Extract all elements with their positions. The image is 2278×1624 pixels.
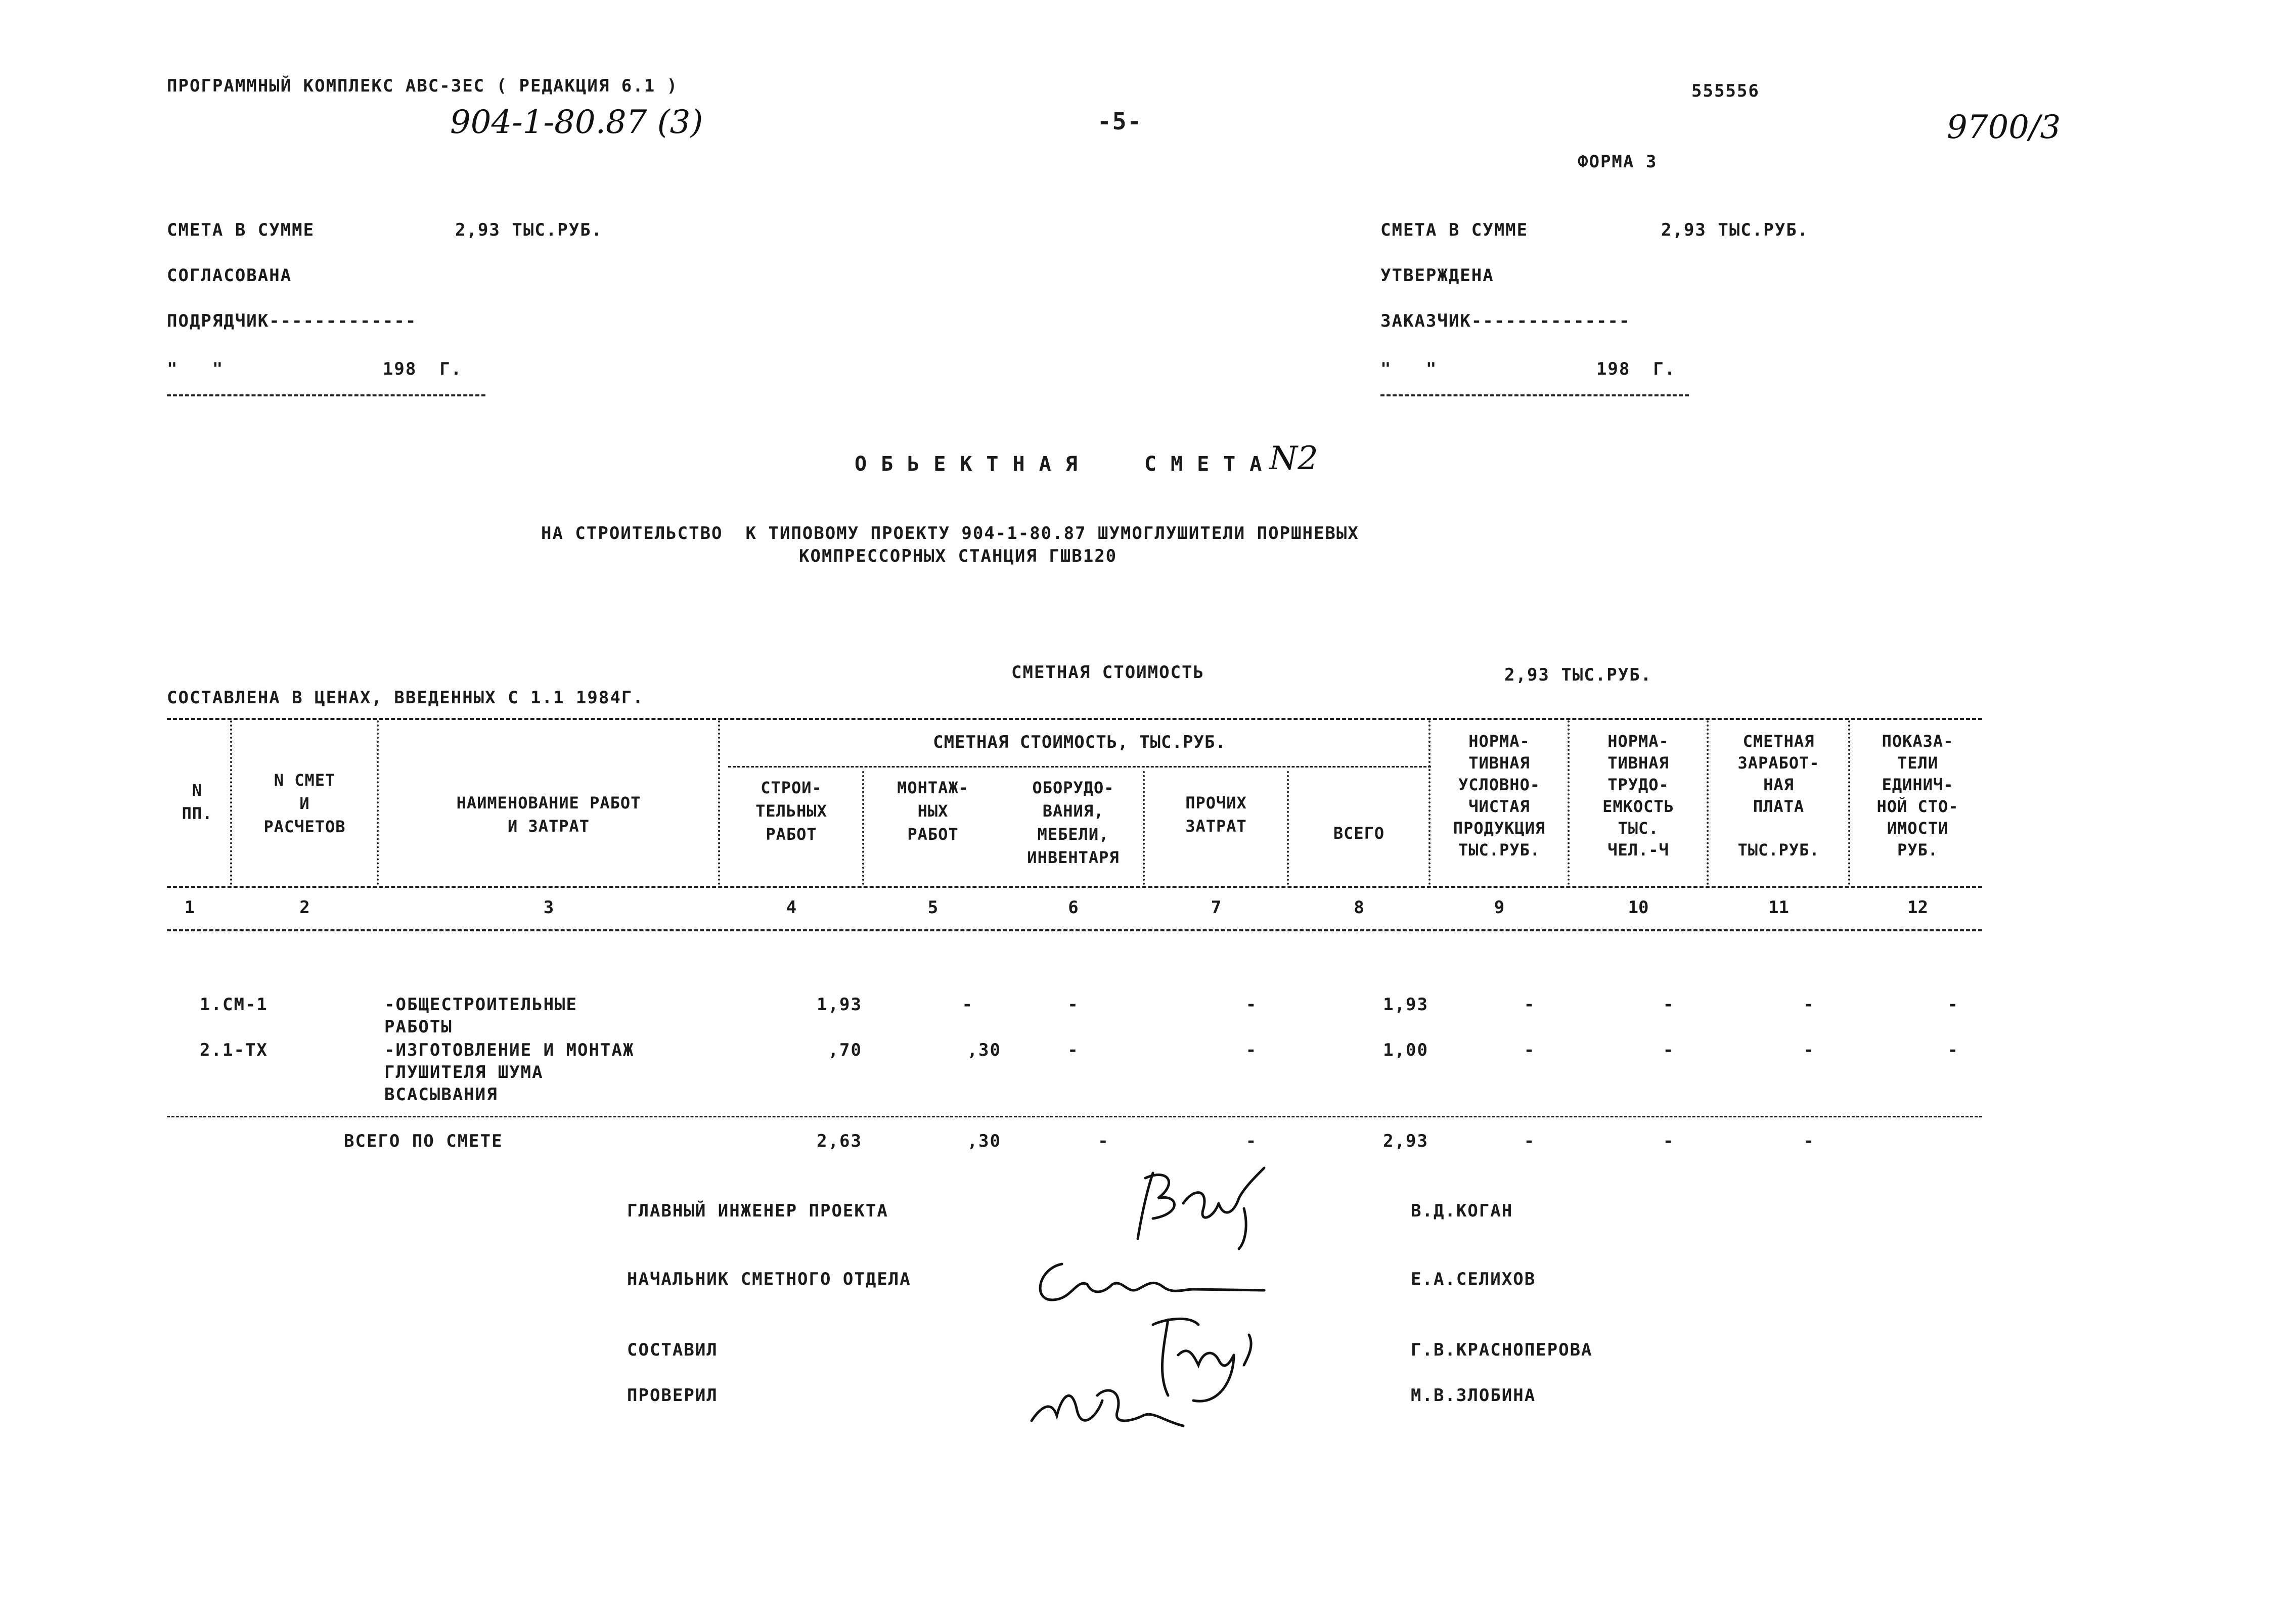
- subject-line-2: КОМПРЕССОРНЫХ СТАНЦИЯ ГШВ120: [799, 546, 1118, 566]
- total-net-product: -: [1524, 1131, 1536, 1151]
- col-header-3: НАИМЕНОВАНИЕ РАБОТ И ЗАТРАТ: [456, 793, 641, 836]
- col-number: 11: [1768, 897, 1789, 918]
- approval-left-underline: [167, 394, 485, 396]
- signature-name: М.В.ЗЛОБИНА: [1411, 1385, 1536, 1406]
- cost-value: 2,93 ТЫС.РУБ.: [1504, 665, 1652, 685]
- col-header-2: N СМЕТ И РАСЧЕТОВ: [263, 771, 346, 836]
- doc-number: 555556: [1691, 81, 1760, 101]
- col-header-4: СТРОИ- ТЕЛЬНЫХ РАБОТ: [755, 778, 827, 844]
- col-header-10: НОРМА- ТИВНАЯ ТРУДО- ЕМКОСТЬ ТЫС. ЧЕЛ.-Ч: [1602, 732, 1674, 860]
- approval-right-date: " " 198 Г.: [1380, 359, 1676, 379]
- total-label: ВСЕГО ПО СМЕТЕ: [344, 1131, 503, 1151]
- total-sum: 2,93: [1383, 1131, 1428, 1151]
- total-construction: 2,63: [817, 1131, 862, 1151]
- total-labor: -: [1663, 1131, 1675, 1151]
- row-equipment: -: [1067, 1040, 1079, 1060]
- col-number: 12: [1907, 897, 1928, 918]
- col-header-11: СМЕТНАЯ ЗАРАБОТ- НАЯ ПЛАТА ТЫС.РУБ.: [1737, 732, 1820, 860]
- col-sep: [1707, 720, 1709, 885]
- col-sep: [230, 720, 232, 885]
- approval-right-party: ЗАКАЗЧИК--------------: [1380, 311, 1631, 331]
- col-header-7: ПРОЧИХ ЗАТРАТ: [1185, 793, 1247, 836]
- approval-right-underline: [1380, 394, 1689, 396]
- col-sep: [862, 771, 864, 885]
- col-sep: [1848, 720, 1850, 885]
- row-labor: -: [1663, 1040, 1675, 1060]
- approval-right-sum-value: 2,93 ТЫС.РУБ.: [1661, 220, 1809, 240]
- row-wages: -: [1803, 995, 1815, 1015]
- total-other: -: [1245, 1131, 1258, 1151]
- approval-right-status: УТВЕРЖДЕНА: [1380, 265, 1494, 286]
- col-number: 7: [1211, 897, 1222, 918]
- cost-label: СМЕТНАЯ СТОИМОСТЬ: [1011, 662, 1204, 683]
- row-num: 2.: [200, 1040, 222, 1060]
- col-number: 6: [1068, 897, 1079, 918]
- signature-checker: [1021, 1365, 1193, 1441]
- col-header-6: ОБОРУДО- ВАНИЯ, МЕБЕЛИ, ИНВЕНТАРЯ: [1027, 778, 1120, 867]
- totals-top-rule: [167, 1116, 1982, 1117]
- estimate-number-handwritten: N2: [1269, 440, 1318, 477]
- row-net-product: -: [1524, 1040, 1536, 1060]
- signature-name: В.Д.КОГАН: [1411, 1201, 1513, 1221]
- col-header-8: ВСЕГО: [1333, 824, 1385, 843]
- col-number: 3: [543, 897, 554, 918]
- row-total: 1,93: [1383, 995, 1428, 1015]
- total-equipment: -: [1098, 1131, 1109, 1151]
- approval-left-status: СОГЛАСОВАНА: [167, 265, 292, 286]
- signature-role: СОСТАВИЛ: [627, 1340, 718, 1360]
- col-number: 8: [1354, 897, 1364, 918]
- row-unit-cost: -: [1947, 1040, 1959, 1060]
- signature-role: ГЛАВНЫЙ ИНЖЕНЕР ПРОЕКТА: [627, 1201, 888, 1221]
- approval-left-date: " " 198 Г.: [167, 359, 463, 379]
- table-top-rule: [167, 718, 1982, 720]
- signature-chief-engineer: [1123, 1158, 1274, 1254]
- row-labor: -: [1663, 995, 1675, 1015]
- row-total: 1,00: [1383, 1040, 1428, 1060]
- row-code: СМ-1: [222, 995, 268, 1015]
- col-number: 1: [184, 897, 195, 918]
- signature-name: Г.В.КРАСНОПЕРОВА: [1411, 1340, 1593, 1360]
- col-sep: [1287, 771, 1289, 885]
- group-header-rule: [728, 766, 1431, 768]
- col-number: 9: [1494, 897, 1505, 918]
- approval-left-sum-value: 2,93 ТЫС.РУБ.: [455, 220, 603, 240]
- approval-right-sum-label: СМЕТА В СУММЕ: [1380, 220, 1529, 240]
- row-other: -: [1245, 1040, 1258, 1060]
- col-number: 2: [299, 897, 310, 918]
- row-name: -ОБЩЕСТРОИТЕЛЬНЫЕ РАБОТЫ: [384, 995, 577, 1037]
- row-installation: -: [962, 995, 973, 1015]
- total-wages: -: [1803, 1131, 1815, 1151]
- row-construction: 1,93: [817, 995, 862, 1015]
- col-number: 5: [927, 897, 939, 918]
- approval-left-party: ПОДРЯДЧИК-------------: [167, 311, 417, 331]
- form-label: ФОРМА 3: [1578, 152, 1658, 172]
- row-wages: -: [1803, 1040, 1815, 1060]
- col-number: 4: [786, 897, 797, 918]
- row-name: -ИЗГОТОВЛЕНИЕ И МОНТАЖ ГЛУШИТЕЛЯ ШУМА ВСАСЫВАНИЯ: [384, 1040, 635, 1105]
- project-code-handwritten: 904-1-80.87 (3): [450, 104, 703, 141]
- row-installation: ,30: [967, 1040, 1001, 1060]
- document-title: ОБЬЕКТНАЯ СМЕТА: [855, 453, 1276, 476]
- signature-role: ПРОВЕРИЛ: [627, 1385, 718, 1406]
- col-sep: [1143, 771, 1145, 885]
- group-header: СМЕТНАЯ СТОИМОСТЬ, ТЫС.РУБ.: [933, 732, 1226, 752]
- header-bottom-rule: [167, 886, 1982, 888]
- row-net-product: -: [1524, 995, 1536, 1015]
- row-code: 1-ТХ: [222, 1040, 268, 1060]
- row-other: -: [1245, 995, 1258, 1015]
- col-header-1: N ПП.: [182, 781, 213, 823]
- row-unit-cost: -: [1947, 995, 1959, 1015]
- total-installation: ,30: [967, 1131, 1001, 1151]
- row-equipment: -: [1067, 995, 1079, 1015]
- page-number: -5-: [1097, 108, 1143, 135]
- row-num: 1.: [200, 995, 222, 1015]
- prices-note: СОСТАВЛЕНА В ЦЕНАХ, ВВЕДЕННЫХ С 1.1 1984Г.: [167, 688, 644, 708]
- row-construction: ,70: [828, 1040, 862, 1060]
- column-numbers-rule: [167, 929, 1982, 931]
- archive-number-handwritten: 9700/3: [1947, 109, 2061, 146]
- col-header-9: НОРМА- ТИВНАЯ УСЛОВНО- ЧИСТАЯ ПРОДУКЦИЯ ТЫС.РУБ.: [1453, 732, 1546, 860]
- signature-estimate-head: [1021, 1249, 1284, 1320]
- col-number: 10: [1628, 897, 1649, 918]
- program-header: ПРОГРАММНЫЙ КОМПЛЕКС АВС-3ЕС ( РЕДАКЦИЯ 6.1 ): [167, 76, 679, 96]
- signature-role: НАЧАЛЬНИК СМЕТНОГО ОТДЕЛА: [627, 1269, 911, 1289]
- signature-name: Е.А.СЕЛИХОВ: [1411, 1269, 1536, 1289]
- col-sep: [377, 720, 379, 885]
- col-header-5: МОНТАЖ- НЫХ РАБОТ: [897, 778, 969, 844]
- col-sep: [1568, 720, 1570, 885]
- subject-line-1: НА СТРОИТЕЛЬСТВО К ТИПОВОМУ ПРОЕКТУ 904-1-80.87 ШУМОГЛУШИТЕЛИ ПОРШНЕВЫХ: [541, 523, 1359, 544]
- col-sep: [718, 720, 720, 885]
- col-header-12: ПОКАЗА- ТЕЛИ ЕДИНИЧ- НОЙ СТО- ИМОСТИ РУБ.: [1877, 732, 1959, 860]
- approval-left-sum-label: СМЕТА В СУММЕ: [167, 220, 315, 240]
